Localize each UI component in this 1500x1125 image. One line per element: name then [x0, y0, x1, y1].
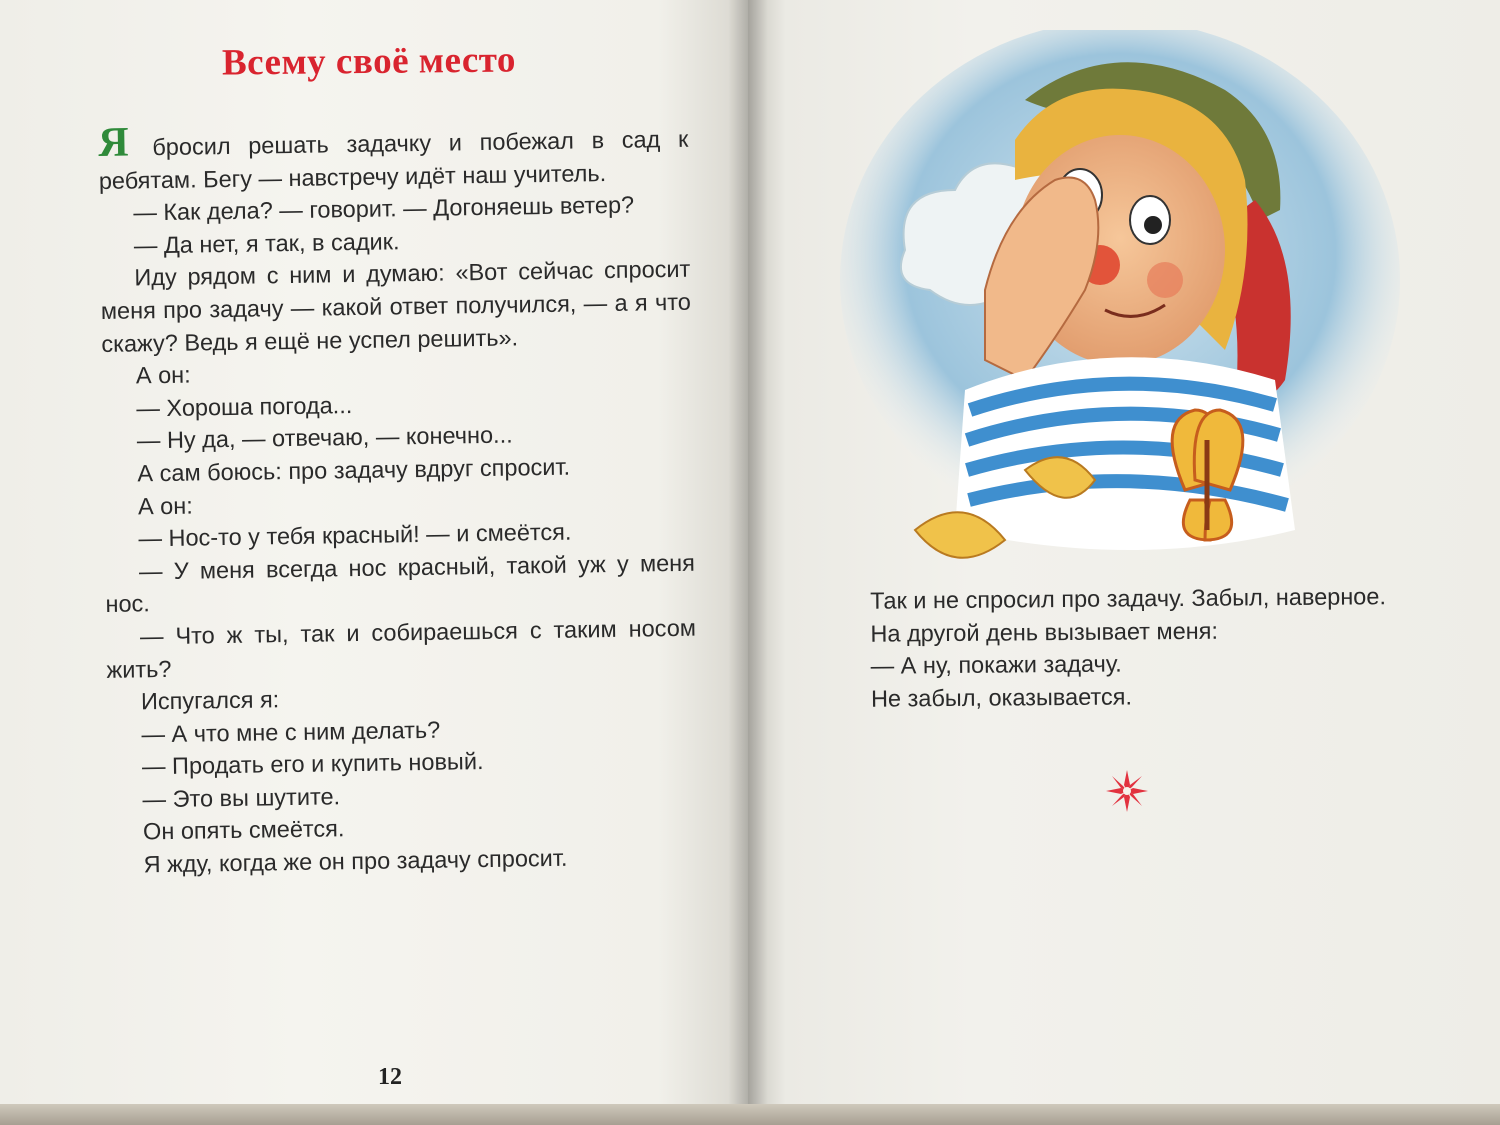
page-number: 12	[378, 1064, 402, 1090]
paragraph: — Ну да, — отвечаю, — конечно...	[136, 421, 513, 454]
drop-cap: Я	[97, 119, 129, 166]
first-paragraph	[98, 119, 689, 197]
paragraph: А сам боюсь: про задачу вдруг спросит.	[137, 453, 571, 487]
paragraph: Так и не спросил про задачу. Забыл, наверное.	[870, 583, 1387, 614]
paragraph: Он опять смеётся.	[142, 815, 345, 845]
paragraph: Испугался я:	[140, 686, 280, 715]
paragraph: — А что мне с ним делать?	[141, 716, 441, 748]
paragraph: — У меня всегда нос красный, такой уж у меня нос.	[105, 549, 696, 618]
paragraph: — Продать его и купить новый.	[141, 748, 484, 780]
left-page	[0, 0, 748, 1125]
paragraph: — Да нет, я так, в садик.	[133, 228, 400, 259]
paragraph: — Это вы шутите.	[142, 783, 341, 813]
boy-illustration	[835, 30, 1405, 570]
table-edge	[0, 1104, 1500, 1125]
right-text-column	[836, 580, 1397, 715]
left-text-column	[98, 119, 700, 882]
red-star-ornament-icon	[1106, 770, 1148, 812]
paragraph: На другой день вызывает меня:	[870, 617, 1219, 647]
gutter-shadow	[728, 0, 768, 1125]
paragraph: Не забыл, оказывается.	[870, 683, 1133, 712]
paragraph: — А ну, покажи задачу.	[870, 650, 1122, 679]
first-paragraph-text: бросил решать задачку и побежал в сад к ребятам. Бегу — навстречу идёт наш учитель.	[98, 125, 689, 194]
paragraph: — Хороша погода...	[136, 391, 353, 422]
story-title: Всему своё место	[221, 39, 517, 84]
paragraph: А он:	[135, 361, 191, 389]
paragraph: — Что ж ты, так и собираешься с таким носом жить?	[106, 614, 697, 683]
paragraph: — Нос-то у тебя красный! — и смеётся.	[138, 518, 572, 552]
paragraph: Иду рядом с ним и думаю: «Вот сейчас спросит меня про задачу — какой ответ получился, — а я что скажу? Ведь я ещё не успел решить».	[100, 256, 692, 357]
paragraph: А он:	[137, 492, 193, 519]
paragraph: — Как дела? — говорит. — Догоняешь ветер?	[133, 191, 635, 226]
paragraph: Я жду, когда же он про задачу спросит.	[143, 844, 568, 878]
